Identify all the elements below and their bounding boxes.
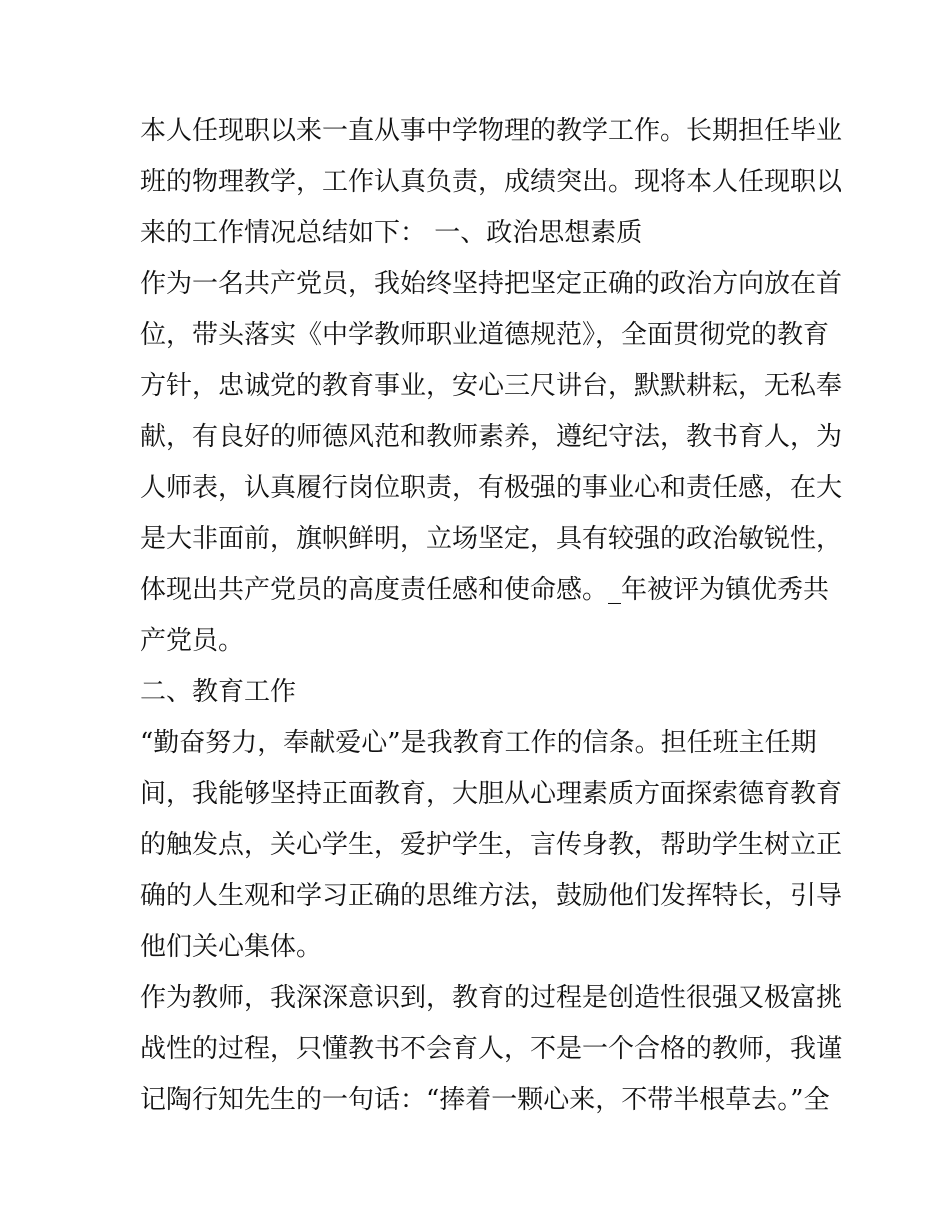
text-line-18: 作为教师，我深深意识到，教育的过程是创造性很强又极富挑 xyxy=(140,983,843,1013)
text-line-9: 是大非面前，旗帜鲜明，立场坚定，具有较强的政治敏锐性， xyxy=(140,524,843,554)
section-heading-education: 二、教育工作 xyxy=(140,677,297,707)
text-line-11: 产党员。 xyxy=(140,626,245,656)
document-body xyxy=(140,106,843,1126)
text-line-20: 记陶行知先生的一句话：“捧着一颗心来，不带半根草去。”全 xyxy=(140,1085,830,1115)
text-line-7: 献，有良好的师德风范和教师素养，遵纪守法，教书育人，为 xyxy=(140,422,843,452)
text-line-3: 来的工作情况总结如下： 一、政治思想素质 xyxy=(140,218,643,248)
text-line-1: 本人任现职以来一直从事中学物理的教学工作。长期担任毕业 xyxy=(140,116,843,146)
text-line-2: 班的物理教学，工作认真负责，成绩突出。现将本人任现职以 xyxy=(140,167,843,197)
text-line-8: 人师表，认真履行岗位职责，有极强的事业心和责任感，在大 xyxy=(140,473,843,503)
text-line-16: 确的人生观和学习正确的思维方法，鼓励他们发挥特长，引导 xyxy=(140,881,843,911)
text-line-19: 战性的过程，只懂教书不会育人，不是一个合格的教师，我谨 xyxy=(140,1034,843,1064)
text-line-14: 间，我能够坚持正面教育，大胆从心理素质方面探索德育教育 xyxy=(140,779,843,809)
text-line-6: 方针，忠诚党的教育事业，安心三尺讲台，默默耕耘，无私奉 xyxy=(140,371,843,401)
text-line-17: 他们关心集体。 xyxy=(140,932,323,962)
text-line-4: 作为一名共产党员，我始终坚持把坚定正确的政治方向放在首 xyxy=(140,269,843,299)
text-line-10: 体现出共产党员的高度责任感和使命感。_年被评为镇优秀共 xyxy=(140,575,830,605)
text-line-15: 的触发点，关心学生，爱护学生，言传身教，帮助学生树立正 xyxy=(140,830,843,860)
text-line-13: “勤奋努力，奉献爱心”是我教育工作的信条。担任班主任期 xyxy=(140,728,817,758)
text-line-5: 位，带头落实《中学教师职业道德规范》，全面贯彻党的教育 xyxy=(140,320,830,350)
